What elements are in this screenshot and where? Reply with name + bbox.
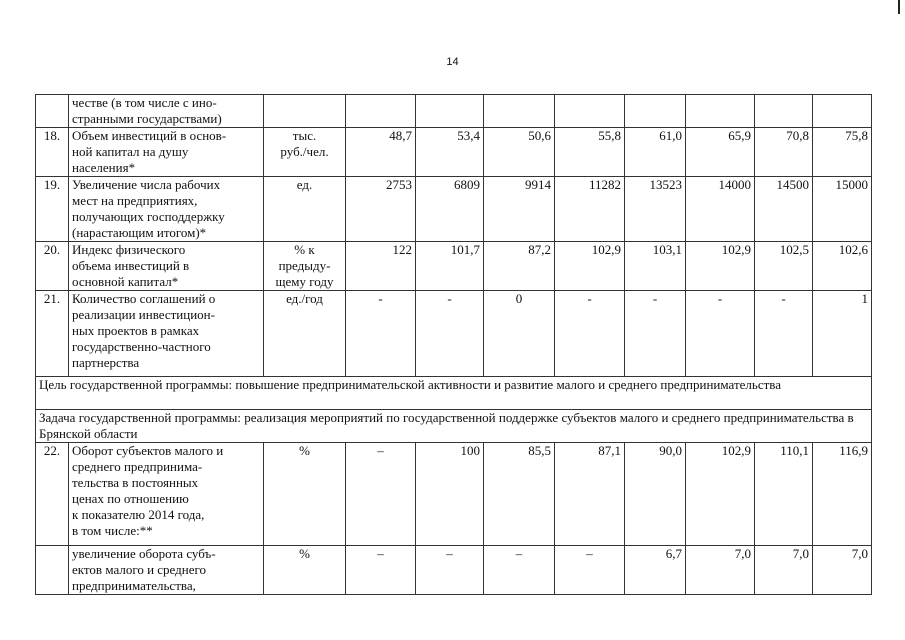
value-cell: 75,8 bbox=[813, 128, 872, 177]
value-cell: 9914 bbox=[484, 177, 555, 242]
value-cell: 7,0 bbox=[686, 546, 755, 595]
value-cell: 14000 bbox=[686, 177, 755, 242]
value-cell bbox=[346, 95, 416, 128]
value-cell: 15000 bbox=[813, 177, 872, 242]
row-number: 22. bbox=[36, 443, 69, 546]
unit-line: предыду- bbox=[278, 258, 331, 273]
value-cell: – bbox=[416, 546, 484, 595]
indicator-name-line: (нарастающим итогом)* bbox=[72, 225, 207, 240]
unit-line: ед./год bbox=[286, 291, 323, 306]
table-row bbox=[36, 95, 872, 128]
value-cell: 0 bbox=[484, 291, 555, 377]
unit-cell bbox=[264, 242, 346, 291]
value-cell: – bbox=[555, 546, 625, 595]
page-number: 14 bbox=[446, 56, 459, 68]
indicator-name bbox=[69, 95, 264, 128]
value-cell: 2753 bbox=[346, 177, 416, 242]
unit-cell bbox=[264, 546, 346, 595]
row-number bbox=[36, 546, 69, 595]
value-cell: 102,9 bbox=[686, 443, 755, 546]
indicator-name-line: среднего предпринима- bbox=[72, 459, 203, 474]
indicator-name-line: Увеличение числа рабочих bbox=[72, 177, 221, 192]
value-cell: 102,9 bbox=[686, 242, 755, 291]
unit-line: % к bbox=[294, 242, 315, 257]
value-cell: - bbox=[555, 291, 625, 377]
value-cell: - bbox=[416, 291, 484, 377]
indicator-name-line: Количество соглашений о bbox=[72, 291, 216, 306]
indicator-name-line: предпринимательства, bbox=[72, 578, 196, 593]
indicator-name-line: населения* bbox=[72, 160, 136, 175]
unit-cell bbox=[264, 177, 346, 242]
table-row bbox=[36, 128, 872, 177]
value-cell: 1 bbox=[813, 291, 872, 377]
value-cell: 116,9 bbox=[813, 443, 872, 546]
section-header-text: Задача государственной программы: реализация мероприятий по государственной поддержке субъектов малого и среднего предпринимательства в Брянской области bbox=[36, 410, 872, 443]
value-cell: - bbox=[625, 291, 686, 377]
value-cell: - bbox=[346, 291, 416, 377]
indicator-name-line: мест на предприятиях, bbox=[72, 193, 198, 208]
indicator-name bbox=[69, 128, 264, 177]
indicator-name bbox=[69, 177, 264, 242]
row-number: 20. bbox=[36, 242, 69, 291]
value-cell: 100 bbox=[416, 443, 484, 546]
value-cell: – bbox=[346, 443, 416, 546]
table-row bbox=[36, 291, 872, 377]
indicator-name-line: ектов малого и среднего bbox=[72, 562, 207, 577]
value-cell: 110,1 bbox=[755, 443, 813, 546]
indicator-name bbox=[69, 546, 264, 595]
value-cell: 13523 bbox=[625, 177, 686, 242]
indicator-name-line: основной капитал* bbox=[72, 274, 179, 289]
value-cell: 53,4 bbox=[416, 128, 484, 177]
unit-line: ед. bbox=[296, 177, 313, 192]
indicator-name-line: тельства в постоянных bbox=[72, 475, 199, 490]
value-cell bbox=[416, 95, 484, 128]
indicators-table bbox=[35, 94, 872, 595]
value-cell bbox=[484, 95, 555, 128]
table-row bbox=[36, 242, 872, 291]
indicator-name-line: ных проектов в рамках bbox=[72, 323, 200, 338]
value-cell: 103,1 bbox=[625, 242, 686, 291]
value-cell: - bbox=[755, 291, 813, 377]
value-cell: 70,8 bbox=[755, 128, 813, 177]
unit-cell bbox=[264, 128, 346, 177]
value-cell: 102,6 bbox=[813, 242, 872, 291]
indicator-name-line: Индекс физического bbox=[72, 242, 186, 257]
value-cell: 7,0 bbox=[813, 546, 872, 595]
indicator-name-line: партнерства bbox=[72, 355, 140, 370]
value-cell: - bbox=[686, 291, 755, 377]
row-number: 21. bbox=[36, 291, 69, 377]
indicator-name-line: объема инвестиций в bbox=[72, 258, 190, 273]
value-cell bbox=[813, 95, 872, 128]
indicator-name bbox=[69, 242, 264, 291]
value-cell bbox=[755, 95, 813, 128]
indicator-name-line: реализации инвестицион- bbox=[72, 307, 215, 322]
value-cell: 122 bbox=[346, 242, 416, 291]
row-number: 18. bbox=[36, 128, 69, 177]
value-cell: 48,7 bbox=[346, 128, 416, 177]
value-cell: 65,9 bbox=[686, 128, 755, 177]
value-cell: 102,5 bbox=[755, 242, 813, 291]
unit-line: щему году bbox=[275, 274, 334, 289]
indicator-name-line: ной капитал на душу bbox=[72, 144, 189, 159]
value-cell: 102,9 bbox=[555, 242, 625, 291]
table-row bbox=[36, 546, 872, 595]
indicator-name-line: в том числе:** bbox=[72, 523, 153, 538]
value-cell: 61,0 bbox=[625, 128, 686, 177]
unit-cell bbox=[264, 95, 346, 128]
indicator-name-line: Объем инвестиций в основ- bbox=[72, 128, 227, 143]
indicator-name-line: честве (в том числе с ино- bbox=[72, 95, 217, 110]
indicator-name bbox=[69, 443, 264, 546]
indicator-name-line: Оборот субъектов малого и bbox=[72, 443, 224, 458]
unit-line: % bbox=[299, 443, 310, 458]
row-number: 19. bbox=[36, 177, 69, 242]
indicator-name bbox=[69, 291, 264, 377]
value-cell: 55,8 bbox=[555, 128, 625, 177]
unit-line: % bbox=[299, 546, 310, 561]
indicator-name-line: ценах по отношению bbox=[72, 491, 189, 506]
value-cell bbox=[686, 95, 755, 128]
value-cell: 87,2 bbox=[484, 242, 555, 291]
indicator-name-line: к показателю 2014 года, bbox=[72, 507, 205, 522]
unit-cell bbox=[264, 443, 346, 546]
value-cell: 87,1 bbox=[555, 443, 625, 546]
value-cell: 11282 bbox=[555, 177, 625, 242]
value-cell: 6809 bbox=[416, 177, 484, 242]
section-header-text: Цель государственной программы: повышение предпринимательской активности и развитие малого и среднего предпринимательства bbox=[36, 377, 872, 410]
indicator-name-line: государственно-частного bbox=[72, 339, 211, 354]
table-row bbox=[36, 177, 872, 242]
value-cell: 85,5 bbox=[484, 443, 555, 546]
unit-cell bbox=[264, 291, 346, 377]
value-cell: 14500 bbox=[755, 177, 813, 242]
value-cell: 101,7 bbox=[416, 242, 484, 291]
value-cell: 6,7 bbox=[625, 546, 686, 595]
value-cell: 7,0 bbox=[755, 546, 813, 595]
value-cell bbox=[625, 95, 686, 128]
page-edge-mark bbox=[898, 0, 900, 14]
value-cell: 50,6 bbox=[484, 128, 555, 177]
unit-line: руб./чел. bbox=[280, 144, 329, 159]
indicator-name-line: увеличение оборота субъ- bbox=[72, 546, 216, 561]
value-cell: – bbox=[346, 546, 416, 595]
value-cell: – bbox=[484, 546, 555, 595]
indicator-name-line: получающих господдержку bbox=[72, 209, 225, 224]
table-row bbox=[36, 443, 872, 546]
value-cell: 90,0 bbox=[625, 443, 686, 546]
unit-line: тыс. bbox=[292, 128, 317, 143]
row-number bbox=[36, 95, 69, 128]
section-header-row bbox=[36, 377, 872, 410]
value-cell bbox=[555, 95, 625, 128]
section-header-row bbox=[36, 410, 872, 443]
indicator-name-line: странными государствами) bbox=[72, 111, 222, 126]
